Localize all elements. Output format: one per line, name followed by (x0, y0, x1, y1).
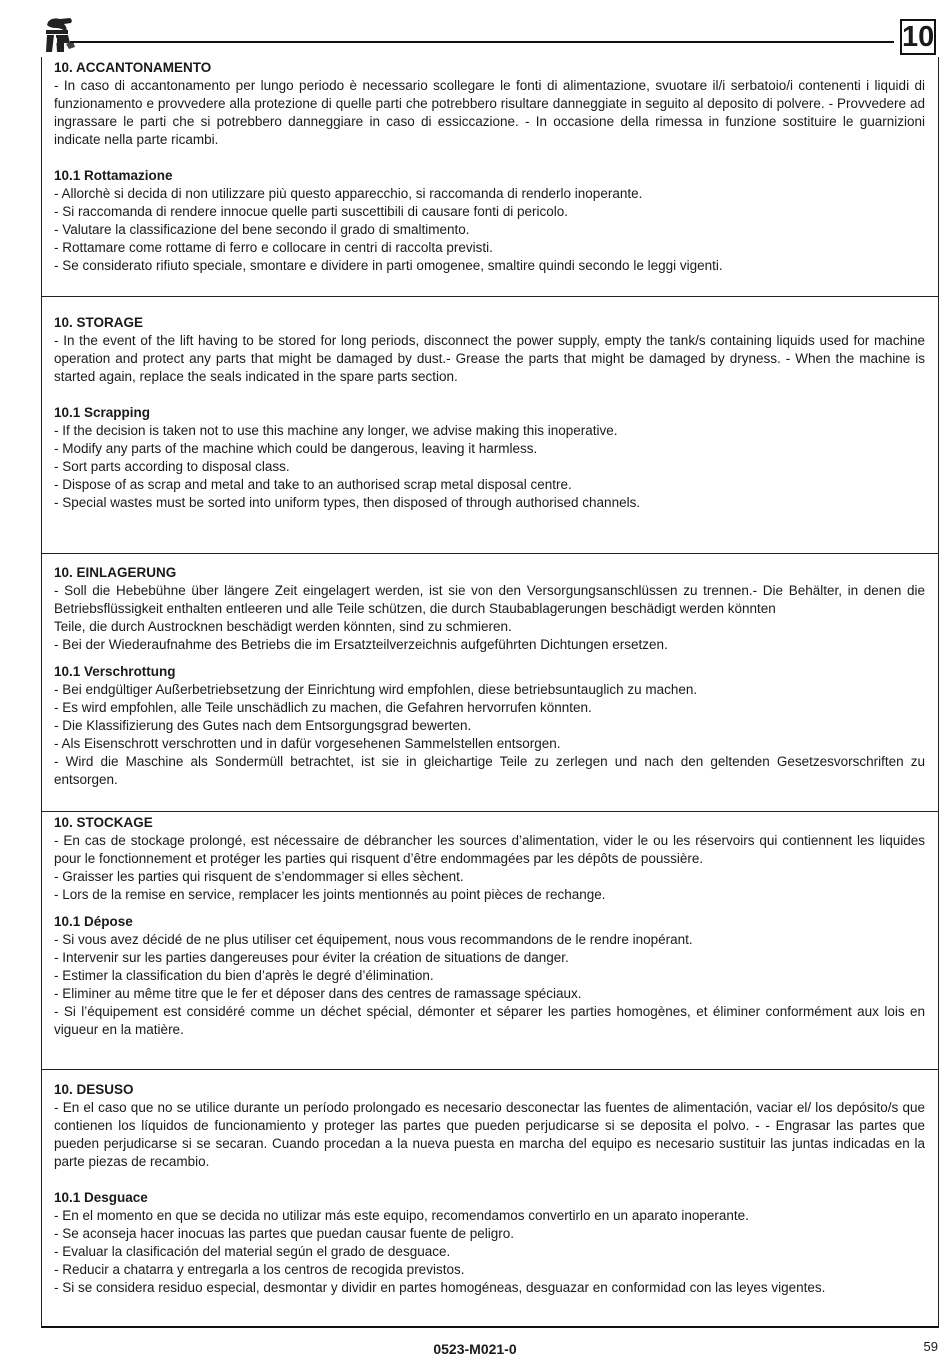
section-divider (41, 553, 939, 554)
list-item: - Dispose of as scrap and metal and take to an authorised scrap metal disposal centre. (54, 477, 572, 492)
section-english (41, 314, 939, 512)
section-divider (41, 1069, 939, 1070)
list-item: - Rottamare come rottame di ferro e collocare in centri di raccolta previsti. (54, 240, 493, 255)
list-item: - Evaluar la clasificación del material según el grado de desguace. (54, 1244, 451, 1259)
chapter-number: 10 (902, 21, 935, 53)
list-item: - Die Klassifizierung des Gutes nach dem Entsorgungsgrad bewerten. (54, 718, 472, 733)
intro-line: Teile, die durch Austrocknen beschädigt werden könnten, sind zu schmieren. (54, 619, 512, 634)
section-french (41, 814, 939, 1039)
list-item: - Allorchè si decida di non utilizzare più questo apparecchio, si raccomanda di renderlo inoperante. (54, 186, 643, 201)
list-item: - Si l’équipement est considéré comme un déchet spécial, démonter et séparer les parties homogènes, et éliminer conformément aux lois en vigueur en la matière. (54, 1004, 925, 1037)
section-heading: 10. STORAGE (54, 315, 144, 330)
section-intro: - In the event of the lift having to be stored for long periods, disconnect the power supply, empty the tank/s containing liquids used for machine operation and protect any parts that might be damaged by dust.- Grease the parts that might be damaged by dryness. - When the machine is started again, replace the seals indicated in the spare parts section. (54, 333, 925, 384)
list-item: - Estimer la classification du bien d’après le degré d’élimination. (54, 968, 434, 983)
section-italian (41, 59, 939, 275)
section-german (41, 564, 939, 789)
section-intro: - En el caso que no se utilice durante un período prolongado es necesario desconectar las fuentes de alimentación, vaciar el/ los depósito/s que contienen los líquidos de funcionamiento y proteger las partes que pueden perjudicarse si se deposita el polvo. - - Engrasar las partes que pueden perjudicarse si se secaran. Cuando procedan a la nueva puesta en marcha del equipo es necesario sustituir las juntas indicadas en la parte piezas de recambio. (54, 1100, 925, 1169)
list-item: - Si se considera residuo especial, desmontar y dividir en partes homogéneas, desguazar en conformidad con las leyes vigentes. (54, 1280, 826, 1295)
list-item: - Sort parts according to disposal class. (54, 459, 290, 474)
list-item: - En el momento en que se decida no utilizar más este equipo, recomendamos convertirlo en un aparato inoperante. (54, 1208, 749, 1223)
intro-line: - Bei der Wiederaufnahme des Betriebs die im Ersatzteilverzeichnis aufgeführten Dichtungen ersetzen. (54, 637, 668, 652)
list-item: - Modify any parts of the machine which could be dangerous, leaving it harmless. (54, 441, 538, 456)
intro-line: - Graisser les parties qui risquent de s’endommager si elles sèchent. (54, 869, 464, 884)
sub-heading: 10.1 Rottamazione (54, 168, 173, 183)
section-divider (41, 811, 939, 812)
list-item: - If the decision is taken not to use this machine any longer, we advise making this inoperative. (54, 423, 618, 438)
sub-heading: 10.1 Desguace (54, 1190, 148, 1205)
section-heading: 10. DESUSO (54, 1082, 134, 1097)
list-item: - Se considerato rifiuto speciale, smontare e dividere in parti omogenee, smaltire quindi secondo le leggi vigenti. (54, 258, 723, 273)
sub-heading: 10.1 Verschrottung (54, 664, 176, 679)
mechanic-logo-icon (42, 16, 76, 56)
section-heading: 10. ACCANTONAMENTO (54, 60, 212, 75)
section-heading: 10. STOCKAGE (54, 815, 153, 830)
list-item: - Eliminer au même titre que le fer et déposer dans des centres de ramassage spéciaux. (54, 986, 582, 1001)
list-item: - Als Eisenschrott verschrotten und in dafür vorgesehenen Sammelstellen entsorgen. (54, 736, 561, 751)
document-code: 0523-M021-0 (433, 1341, 517, 1357)
section-intro: - Soll die Hebebühne über längere Zeit eingelagert werden, ist sie von den Versorgungsanschlüssen zu trennen.- Die Behälter, in denen die Betriebsflüssigkeit enthalten entleeren und alle Teile schützen, die durch Staubablagerungen beschädigt werden könnten (54, 583, 925, 616)
list-item: - Si raccomanda di rendere innocue quelle parti suscettibili di causare fonti di pericolo. (54, 204, 569, 219)
section-heading: 10. EINLAGERUNG (54, 565, 177, 580)
list-item: - Se aconseja hacer inocuas las partes que puedan causar fuente de peligro. (54, 1226, 515, 1241)
header-rule (70, 41, 894, 43)
list-item: - Es wird empfohlen, alle Teile unschädlich zu machen, die Gefahren hervorrufen könnten. (54, 700, 592, 715)
intro-line: - Lors de la remise en service, remplacer les joints mentionnés au point pièces de rechange. (54, 887, 606, 902)
section-intro: - In caso di accantonamento per lungo periodo è necessario scollegare le fonti di alimentazione, svuotare il/i serbatoio/i contenenti i liquidi di funzionamento e provvedere alla protezione di quelle parti che potrebbero risultare danneggiate in seguito al deposito di polvere. - Provvedere ad ingrassare le parti che si potrebbero danneggiare in caso di essiccazione. - In occasione della rimessa in funzione sostituire le guarnizioni indicate nella parte ricambi. (54, 78, 925, 147)
list-item: - Valutare la classificazione del bene secondo il grado di smaltimento. (54, 222, 470, 237)
list-item: - Intervenir sur les parties dangereuses pour éviter la création de situations de danger. (54, 950, 569, 965)
list-item: - Reducir a chatarra y entregarla a los centros de recogida previstos. (54, 1262, 465, 1277)
section-spanish (41, 1081, 939, 1297)
page-number: 59 (923, 1339, 938, 1354)
list-item: - Bei endgültiger Außerbetriebsetzung der Einrichtung wird empfohlen, diese betriebsuntauglich zu machen. (54, 682, 698, 697)
list-item: - Si vous avez décidé de ne plus utiliser cet équipement, nous vous recommandons de le rendre inopérant. (54, 932, 693, 947)
section-intro: - En cas de stockage prolongé, est nécessaire de débrancher les sources d’alimentation, vider le ou les réservoirs qui contiennent les liquides pour le fonctionnement et protéger les parties qui risquent d’être endommagées par les dépôts de poussière. (54, 833, 925, 866)
sub-heading: 10.1 Dépose (54, 914, 133, 929)
list-item: - Wird die Maschine als Sondermüll betrachtet, ist sie in gleichartige Teile zu zerlegen und nach den geltenden Gesetzesvorschriften zu entsorgen. (54, 754, 925, 787)
list-item: - Special wastes must be sorted into uniform types, then disposed of through authorised channels. (54, 495, 641, 510)
sub-heading: 10.1 Scrapping (54, 405, 151, 420)
section-divider (41, 296, 939, 297)
